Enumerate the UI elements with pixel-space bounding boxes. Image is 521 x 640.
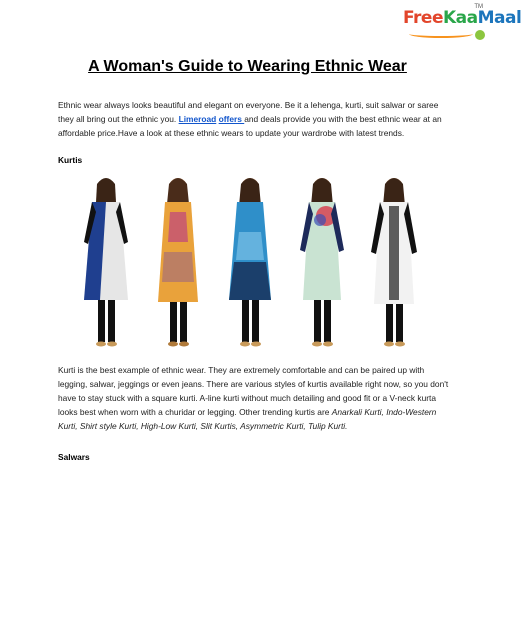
kurti-model-4 (286, 172, 358, 352)
logo-wordmark: FreeKaaMaal (403, 8, 521, 28)
logo-dot (475, 30, 485, 40)
limeroad-link[interactable]: Limeroad (178, 114, 217, 124)
offers-link[interactable]: offers (218, 114, 245, 124)
kurti-model-3 (214, 172, 286, 352)
page-title: A Woman's Guide to Wearing Ethnic Wear (88, 58, 407, 75)
kurti-model-1 (70, 172, 142, 352)
trademark-mark: TM (474, 4, 483, 10)
intro-paragraph: Ethnic wear always looks beautiful and elegant on everyone. Be it a lehenga, kurti, suit salwar or saree they all bring out the ethnic you. Limeroad offers and deals provide you with the best ethnic wear at an affordable price.Have a look at these ethnic wears to update your wardrobe with latest trends. (58, 100, 442, 138)
kurti-model-2 (142, 172, 214, 352)
kurti-styles-list: Anarkali Kurti, Indo-Western Kurti, Shirt style Kurti, High-Low Kurti, Slit Kurtis, Asymmetric Kurti, Tulip Kurti. (58, 407, 437, 431)
section-heading-salwars: Salwars (58, 452, 90, 462)
logo-swoosh (409, 30, 473, 38)
kurtis-photo (70, 172, 428, 352)
section-heading-kurtis: Kurtis (58, 155, 83, 165)
freekaamaal-logo (401, 4, 521, 42)
kurti-model-5 (358, 172, 430, 352)
kurtis-paragraph: Kurti is the best example of ethnic wear. They are extremely comfortable and can be paired up with legging, salwar, jeggings or even jeans. There are various styles of kurtis available right now, so you don't have to stay stuck with a square kurti. A-line kurti without much detailing and good fit or a V-neck kurta looks best when worn with a churidar or legging. Other trending kurtis are Anarkali Kurti, Indo-Western Kurti, Shirt style Kurti, High-Low Kurti, Slit Kurtis, Asymmetric Kurti, Tulip Kurti. (58, 365, 449, 431)
